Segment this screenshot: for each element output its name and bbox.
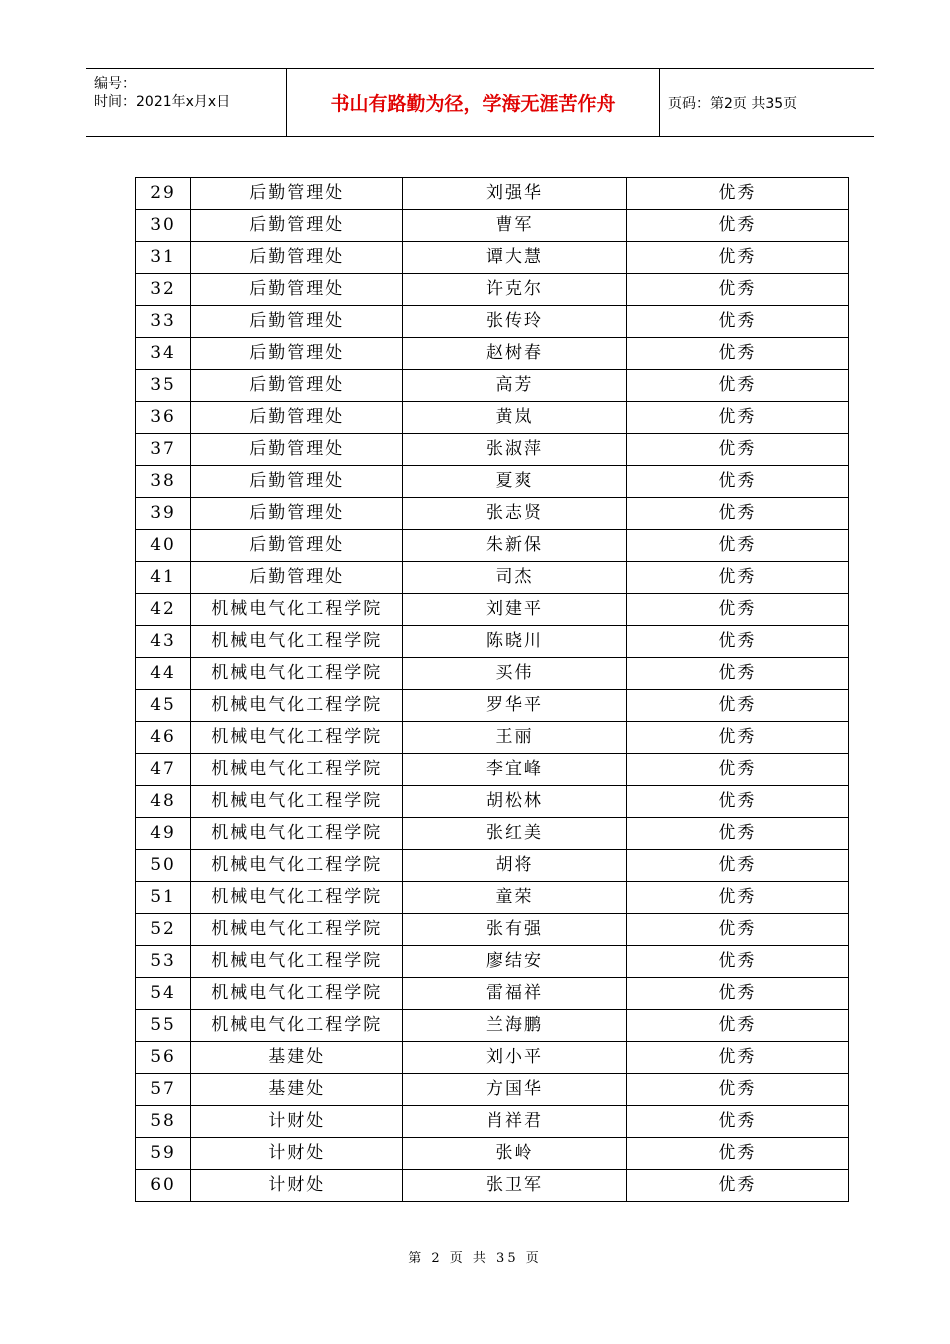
page-header: [86, 68, 874, 137]
name-cell: 李宜峰: [403, 754, 626, 786]
row-number-cell: 35: [136, 370, 191, 402]
department-cell: 后勤管理处: [191, 178, 403, 210]
rating-cell: 优秀: [626, 978, 848, 1010]
rating-cell: 优秀: [626, 242, 848, 274]
table-row: [136, 498, 849, 530]
table-row: [136, 850, 849, 882]
department-cell: 机械电气化工程学院: [191, 946, 403, 978]
name-cell: 张岭: [403, 1138, 626, 1170]
table-row: [136, 210, 849, 242]
name-cell: 王丽: [403, 722, 626, 754]
table-row: [136, 946, 849, 978]
row-number-cell: 54: [136, 978, 191, 1010]
name-cell: 谭大慧: [403, 242, 626, 274]
header-page-info: 页码：第2页 共35页: [668, 95, 798, 112]
row-number-cell: 30: [136, 210, 191, 242]
table-row: [136, 914, 849, 946]
department-cell: 机械电气化工程学院: [191, 690, 403, 722]
table-row: [136, 274, 849, 306]
table-row: [136, 1170, 849, 1202]
row-number-cell: 51: [136, 882, 191, 914]
department-cell: 计财处: [191, 1138, 403, 1170]
name-cell: 兰海鹏: [403, 1010, 626, 1042]
name-cell: 曹军: [403, 210, 626, 242]
rating-cell: 优秀: [626, 402, 848, 434]
table-row: [136, 594, 849, 626]
rating-cell: 优秀: [626, 690, 848, 722]
table-row: [136, 306, 849, 338]
table-row: [136, 178, 849, 210]
row-number-cell: 58: [136, 1106, 191, 1138]
department-cell: 后勤管理处: [191, 530, 403, 562]
department-cell: 机械电气化工程学院: [191, 754, 403, 786]
row-number-cell: 43: [136, 626, 191, 658]
name-cell: 雷福祥: [403, 978, 626, 1010]
rating-cell: 优秀: [626, 306, 848, 338]
row-number-cell: 32: [136, 274, 191, 306]
name-cell: 胡松林: [403, 786, 626, 818]
department-cell: 机械电气化工程学院: [191, 818, 403, 850]
table-row: [136, 242, 849, 274]
department-cell: 机械电气化工程学院: [191, 1010, 403, 1042]
department-cell: 机械电气化工程学院: [191, 978, 403, 1010]
rating-cell: 优秀: [626, 1106, 848, 1138]
rating-cell: 优秀: [626, 786, 848, 818]
rating-cell: 优秀: [626, 498, 848, 530]
name-cell: 刘建平: [403, 594, 626, 626]
table-row: [136, 786, 849, 818]
row-number-cell: 50: [136, 850, 191, 882]
department-cell: 后勤管理处: [191, 274, 403, 306]
name-cell: 张卫军: [403, 1170, 626, 1202]
row-number-cell: 45: [136, 690, 191, 722]
table-row: [136, 530, 849, 562]
row-number-cell: 56: [136, 1042, 191, 1074]
department-cell: 后勤管理处: [191, 434, 403, 466]
name-cell: 张志贤: [403, 498, 626, 530]
table-row: [136, 434, 849, 466]
header-meta: [86, 69, 286, 136]
department-cell: 机械电气化工程学院: [191, 850, 403, 882]
row-number-cell: 34: [136, 338, 191, 370]
records-body: [136, 178, 849, 1202]
row-number-cell: 46: [136, 722, 191, 754]
row-number-cell: 53: [136, 946, 191, 978]
row-number-cell: 60: [136, 1170, 191, 1202]
table-row: [136, 466, 849, 498]
rating-cell: 优秀: [626, 1138, 848, 1170]
rating-cell: 优秀: [626, 210, 848, 242]
rating-cell: 优秀: [626, 178, 848, 210]
header-motto: 书山有路勤为径，学海无涯苦作舟: [286, 69, 660, 136]
rating-cell: 优秀: [626, 818, 848, 850]
rating-cell: 优秀: [626, 1074, 848, 1106]
name-cell: 廖结安: [403, 946, 626, 978]
table-row: [136, 1106, 849, 1138]
table-row: [136, 722, 849, 754]
name-cell: 童荣: [403, 882, 626, 914]
row-number-cell: 44: [136, 658, 191, 690]
name-cell: 高芳: [403, 370, 626, 402]
rating-cell: 优秀: [626, 338, 848, 370]
row-number-cell: 42: [136, 594, 191, 626]
name-cell: 张淑萍: [403, 434, 626, 466]
table-row: [136, 690, 849, 722]
row-number-cell: 36: [136, 402, 191, 434]
row-number-cell: 40: [136, 530, 191, 562]
rating-cell: 优秀: [626, 530, 848, 562]
department-cell: 机械电气化工程学院: [191, 786, 403, 818]
name-cell: 司杰: [403, 562, 626, 594]
table-row: [136, 882, 849, 914]
table-row: [136, 626, 849, 658]
row-number-cell: 37: [136, 434, 191, 466]
row-number-cell: 48: [136, 786, 191, 818]
table-row: [136, 1074, 849, 1106]
row-number-cell: 29: [136, 178, 191, 210]
name-cell: 罗华平: [403, 690, 626, 722]
row-number-cell: 55: [136, 1010, 191, 1042]
department-cell: 机械电气化工程学院: [191, 594, 403, 626]
rating-cell: 优秀: [626, 594, 848, 626]
name-cell: 张有强: [403, 914, 626, 946]
department-cell: 计财处: [191, 1170, 403, 1202]
rating-cell: 优秀: [626, 434, 848, 466]
department-cell: 后勤管理处: [191, 306, 403, 338]
department-cell: 机械电气化工程学院: [191, 722, 403, 754]
name-cell: 赵树春: [403, 338, 626, 370]
table-row: [136, 754, 849, 786]
name-cell: 张红美: [403, 818, 626, 850]
table-row: [136, 818, 849, 850]
department-cell: 机械电气化工程学院: [191, 914, 403, 946]
department-cell: 后勤管理处: [191, 562, 403, 594]
department-cell: 后勤管理处: [191, 242, 403, 274]
department-cell: 后勤管理处: [191, 370, 403, 402]
row-number-cell: 31: [136, 242, 191, 274]
department-cell: 后勤管理处: [191, 338, 403, 370]
department-cell: 基建处: [191, 1074, 403, 1106]
department-cell: 计财处: [191, 1106, 403, 1138]
time-label: 时间：2021年x月x日: [94, 94, 231, 110]
table-row: [136, 658, 849, 690]
department-cell: 后勤管理处: [191, 498, 403, 530]
row-number-cell: 59: [136, 1138, 191, 1170]
department-cell: 后勤管理处: [191, 466, 403, 498]
department-cell: 后勤管理处: [191, 210, 403, 242]
rating-cell: 优秀: [626, 1010, 848, 1042]
row-number-cell: 47: [136, 754, 191, 786]
rating-cell: 优秀: [626, 1170, 848, 1202]
number-label: 编号：: [94, 76, 136, 92]
name-cell: 胡将: [403, 850, 626, 882]
department-cell: 基建处: [191, 1042, 403, 1074]
name-cell: 刘小平: [403, 1042, 626, 1074]
rating-cell: 优秀: [626, 370, 848, 402]
rating-cell: 优秀: [626, 562, 848, 594]
table-row: [136, 1138, 849, 1170]
rating-cell: 优秀: [626, 946, 848, 978]
name-cell: 夏爽: [403, 466, 626, 498]
rating-cell: 优秀: [626, 722, 848, 754]
row-number-cell: 33: [136, 306, 191, 338]
rating-cell: 优秀: [626, 466, 848, 498]
row-number-cell: 41: [136, 562, 191, 594]
rating-cell: 优秀: [626, 914, 848, 946]
name-cell: 许克尔: [403, 274, 626, 306]
rating-cell: 优秀: [626, 274, 848, 306]
records-table: [135, 177, 849, 1202]
department-cell: 机械电气化工程学院: [191, 882, 403, 914]
table-row: [136, 1010, 849, 1042]
department-cell: 机械电气化工程学院: [191, 658, 403, 690]
name-cell: 买伟: [403, 658, 626, 690]
table-row: [136, 562, 849, 594]
department-cell: 后勤管理处: [191, 402, 403, 434]
table-row: [136, 402, 849, 434]
name-cell: 朱新保: [403, 530, 626, 562]
rating-cell: 优秀: [626, 882, 848, 914]
name-cell: 张传玲: [403, 306, 626, 338]
page-footer: 第 2 页 共 35 页: [408, 1251, 542, 1266]
row-number-cell: 57: [136, 1074, 191, 1106]
department-cell: 机械电气化工程学院: [191, 626, 403, 658]
name-cell: 黄岚: [403, 402, 626, 434]
row-number-cell: 52: [136, 914, 191, 946]
rating-cell: 优秀: [626, 754, 848, 786]
name-cell: 陈晓川: [403, 626, 626, 658]
name-cell: 方国华: [403, 1074, 626, 1106]
table-row: [136, 338, 849, 370]
table-row: [136, 1042, 849, 1074]
name-cell: 刘强华: [403, 178, 626, 210]
rating-cell: 优秀: [626, 1042, 848, 1074]
row-number-cell: 49: [136, 818, 191, 850]
table-row: [136, 370, 849, 402]
row-number-cell: 39: [136, 498, 191, 530]
table-row: [136, 978, 849, 1010]
rating-cell: 优秀: [626, 658, 848, 690]
row-number-cell: 38: [136, 466, 191, 498]
name-cell: 肖祥君: [403, 1106, 626, 1138]
rating-cell: 优秀: [626, 850, 848, 882]
rating-cell: 优秀: [626, 626, 848, 658]
